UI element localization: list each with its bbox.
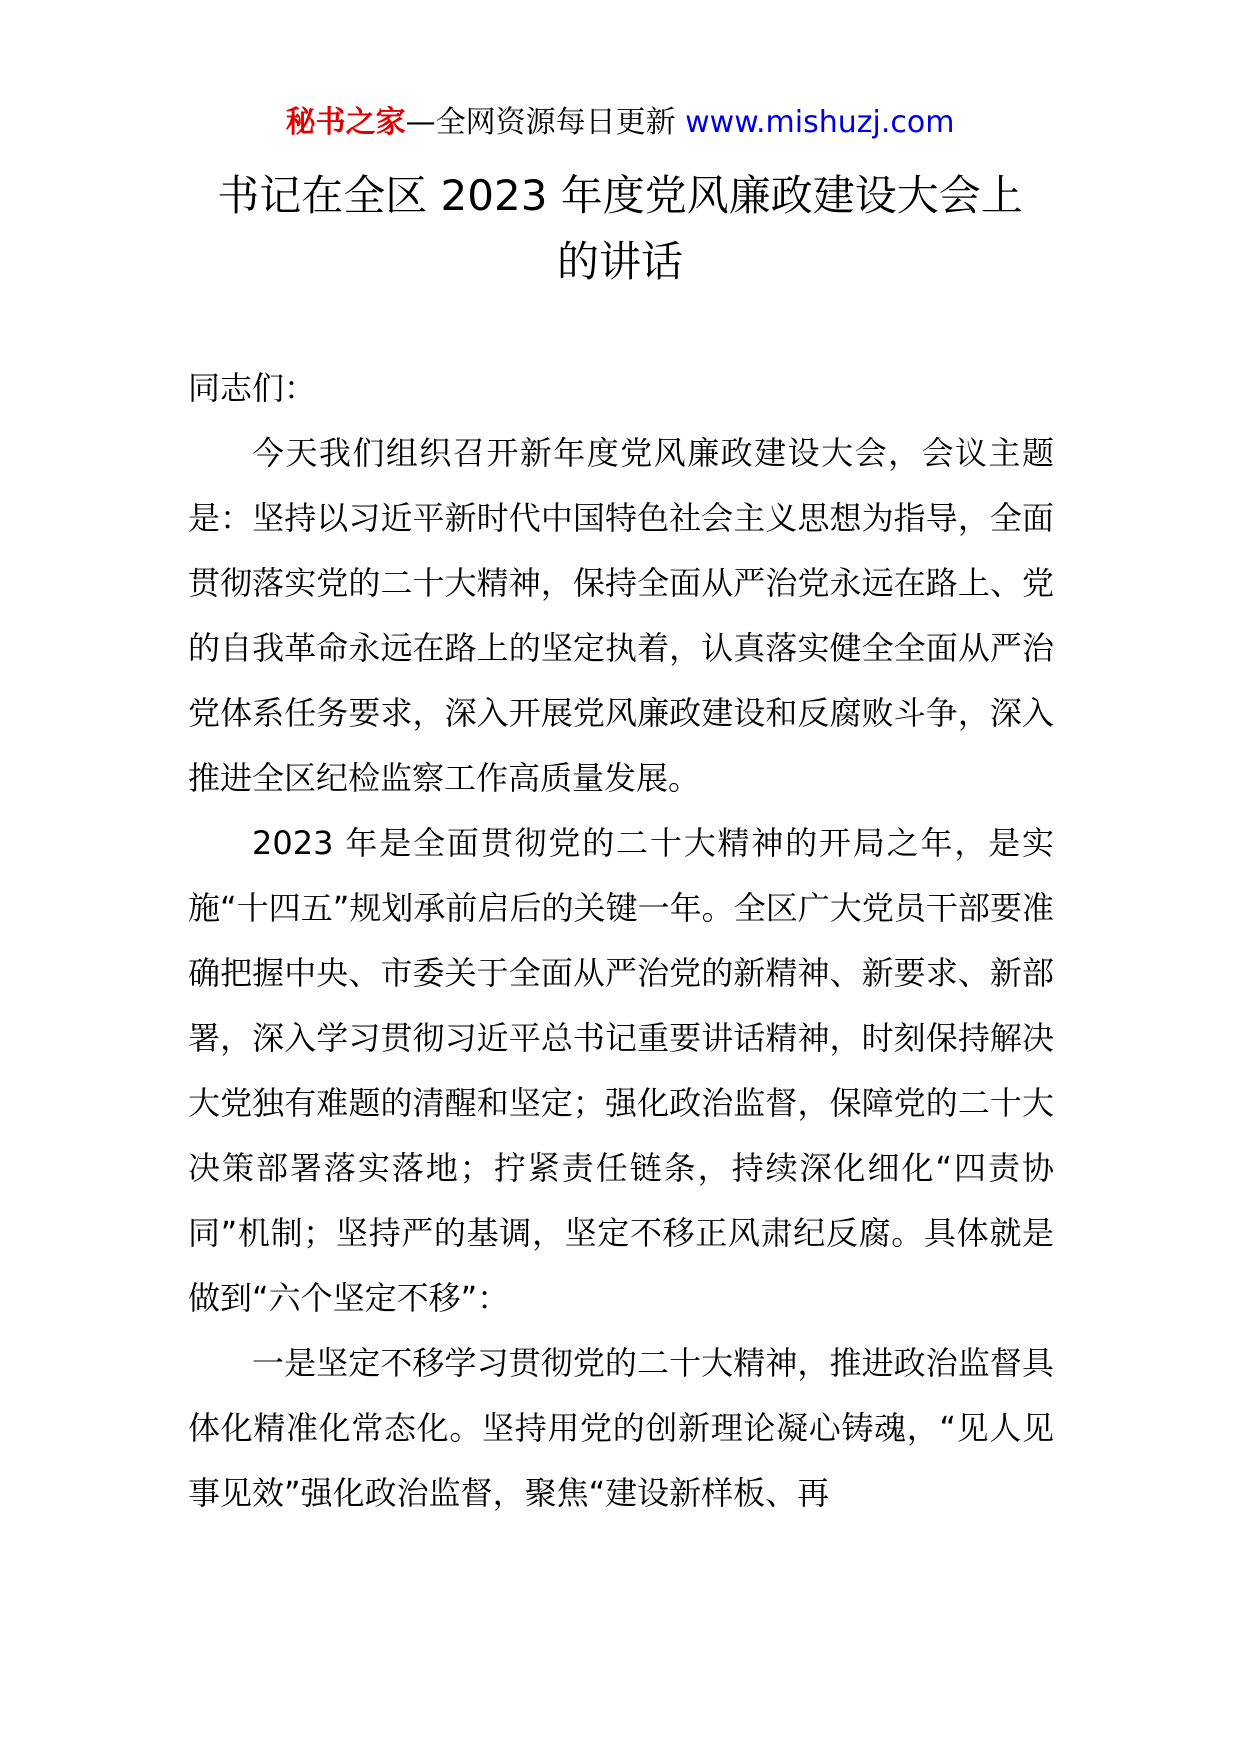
document-body (188, 356, 1054, 1526)
brand-name: 秘书之家 (285, 105, 406, 140)
salutation: 同志们： (188, 369, 317, 407)
paragraph-1: 今天我们组织召开新年度党风廉政建设大会，会议主题是：坚持以习近平新时代中国特色社会主义思想为指导，全面贯彻落实党的二十大精神，保持全面从严治党永远在路上、党的自我革命永远在路上的坚定执着，认真落实健全全面从严治党体系任务要求，深入开展党风廉政建设和反腐败斗争，深入推进全区纪检监察工作高质量发展。 (188, 434, 1054, 797)
paragraph-2: 2023 年是全面贯彻党的二十大精神的开局之年，是实施“十四五”规划承前启后的关键一年。全区广大党员干部要准确把握中央、市委关于全面从严治党的新精神、新要求、新部署，深入学习贯彻习近平总书记重要讲话精神，时刻保持解决大党独有难题的清醒和坚定；强化政治监督，保障党的二十大决策部署落实落地；拧紧责任链条，持续深化细化“四责协同”机制；坚持严的基调，坚定不移正风肃纪反腐。具体就是做到“六个坚定不移”： (188, 824, 1054, 1317)
site-header-banner (0, 103, 1240, 143)
document-title (180, 163, 1060, 295)
site-url-link[interactable]: www.mishuzj.com (685, 105, 955, 140)
title-line-1: 书记在全区 2023 年度党风廉政建设大会上 (217, 171, 1023, 220)
paragraph-3: 一是坚定不移学习贯彻党的二十大精神，推进政治监督具体化精准化常态化。坚持用党的创新理论凝心铸魂，“见人见事见效”强化政治监督，聚焦“建设新样板、再 (188, 1344, 1054, 1512)
header-tagline: —全网资源每日更新 (405, 105, 686, 140)
title-line-2: 的讲话 (556, 237, 683, 286)
